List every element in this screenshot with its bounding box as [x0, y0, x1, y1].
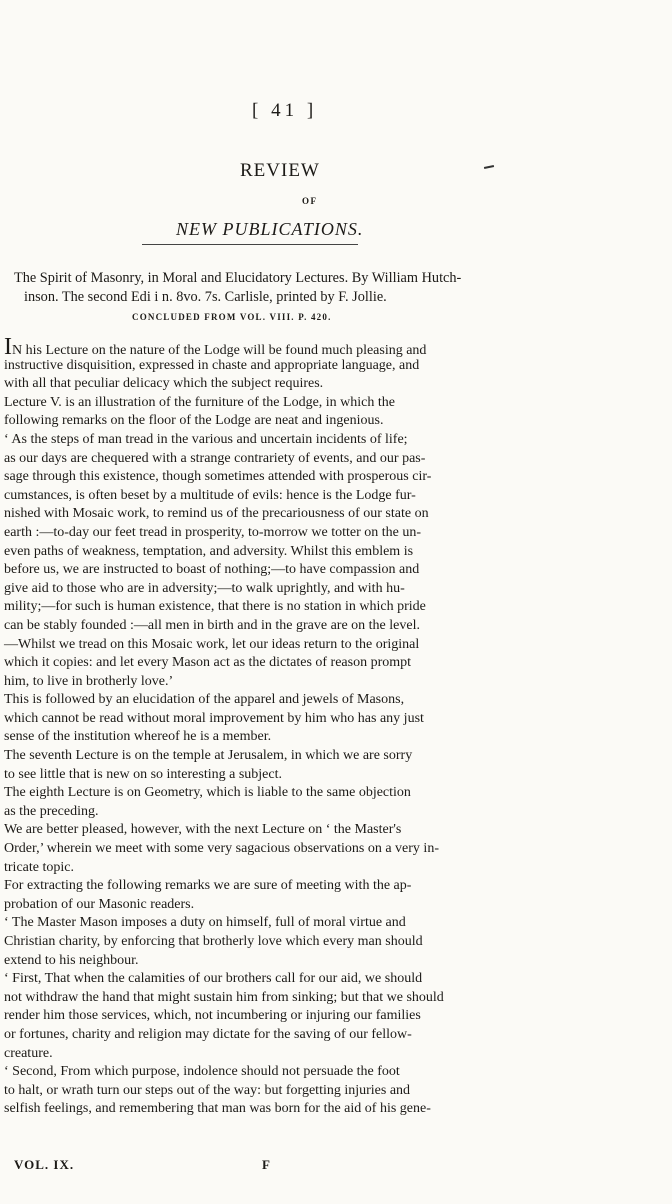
body-line: him, to live in brotherly love.’	[4, 673, 174, 689]
body-line: Order,’ wherein we meet with some very sagacious observations on a very in-	[4, 841, 439, 857]
section-title: REVIEW	[240, 160, 320, 181]
body-line: extend to his neighbour.	[4, 952, 139, 968]
volume-signature: VOL. IX.	[14, 1157, 75, 1172]
body-line: before us, we are instructed to boast of nothing;—to have compassion and	[4, 562, 420, 578]
body-line: as our days are chequered with a strange contrariety of events, and our pas-	[4, 450, 426, 466]
body-line: We are better pleased, however, with the next Lecture on ‘ the Master's	[4, 822, 402, 838]
citation-line-1: The Spirit of Masonry, in Moral and Elucidatory Lectures. By William Hutch-	[14, 270, 462, 286]
section-subtitle: NEW PUBLICATIONS.	[176, 219, 364, 239]
body-line: or fortunes, charity and religion may dictate for the saving of our fellow-	[4, 1026, 412, 1042]
body-line: as the preceding.	[4, 803, 99, 819]
page-number: [ 41 ]	[252, 100, 318, 121]
body-line: tricate topic.	[4, 859, 74, 875]
body-line: sage through this existence, though sometimes attended with prosperous cir-	[4, 469, 432, 485]
sheet-signature: F	[262, 1157, 270, 1172]
heading-rule	[142, 244, 358, 245]
body-line: instructive disquisition, expressed in chaste and appropriate language, and	[4, 357, 420, 373]
body-line: The seventh Lecture is on the temple at Jerusalem, in which we are sorry	[4, 748, 413, 764]
body-line: earth :—to-day our feet tread in prosperity, to-morrow we totter on the un-	[4, 524, 422, 540]
body-line: with all that peculiar delicacy which the subject requires.	[4, 376, 324, 392]
body-line: The eighth Lecture is on Geometry, which is liable to the same objection	[4, 785, 411, 801]
body-line: sense of the institution whereof he is a member.	[4, 729, 272, 745]
body-line: which it copies: and let every Mason act as the dictates of reason prompt	[4, 655, 412, 671]
body-line: following remarks on the floor of the Lodge are neat and ingenious.	[4, 413, 384, 429]
body-line: ‘ First, That when the calamities of our brothers call for our aid, we should	[4, 971, 423, 987]
body-line: ‘ Second, From which purpose, indolence should not persuade the foot	[4, 1064, 400, 1080]
body-line: mility;—for such is human existence, that there is no station in which pride	[4, 599, 426, 615]
body-line: give aid to those who are in adversity;—to walk uprightly, and with hu-	[4, 580, 405, 596]
body-line: Christian charity, by enforcing that brotherly love which every man should	[4, 934, 423, 949]
body-line: This is followed by an elucidation of the apparel and jewels of Masons,	[4, 692, 405, 708]
body-line: can be stably founded :—all men in birth and in the grave are on the level.	[4, 617, 420, 633]
body-line: probation of our Masonic readers.	[4, 896, 195, 912]
body-line: —Whilst we tread on this Mosaic work, let our ideas return to the original	[4, 636, 420, 652]
body-line: nished with Mosaic work, to remind us of the precariousness of our state on	[4, 506, 429, 522]
concluded-note: CONCLUDED FROM VOL. VIII. P. 420.	[132, 312, 332, 322]
body-line: to see little that is new on so interesting a subject.	[4, 766, 282, 782]
body-line: ‘ The Master Mason imposes a duty on himself, full of moral virtue and	[4, 915, 406, 931]
body-line: which cannot be read without moral improvement by him who has any just	[4, 710, 424, 726]
section-of: OF	[302, 196, 318, 206]
body-line: For extracting the following remarks we are sure of meeting with the ap-	[4, 878, 412, 894]
body-line: even paths of weakness, temptation, and adversity. Whilst this emblem is	[4, 543, 414, 559]
drop-cap: I	[4, 334, 12, 360]
body-line: to halt, or wrath turn our steps out of the way: but forgetting injuries and	[4, 1082, 411, 1098]
body-line: render him those services, which, not incumbering or injuring our families	[4, 1008, 421, 1024]
body-line: creature.	[4, 1045, 53, 1061]
body-line: selfish feelings, and remembering that man was born for the aid of his gene-	[4, 1101, 431, 1117]
body-line: ‘ As the steps of man tread in the various and uncertain incidents of life;	[4, 431, 408, 447]
body-line: cumstances, is often beset by a multitude of evils: hence is the Lodge fur-	[4, 487, 416, 503]
decorative-dash	[484, 165, 494, 169]
body-line: N his Lecture on the nature of the Lodge will be found much pleasing and	[12, 343, 427, 358]
citation-line-2: inson. The second Edi i n. 8vo. 7s. Carlisle, printed by F. Jollie.	[24, 289, 387, 305]
article-body	[4, 334, 654, 1119]
body-line-first	[4, 334, 654, 360]
body-line: not withdraw the hand that might sustain him from sinking; but that we should	[4, 989, 444, 1005]
body-line: Lecture V. is an illustration of the furniture of the Lodge, in which the	[4, 394, 395, 410]
